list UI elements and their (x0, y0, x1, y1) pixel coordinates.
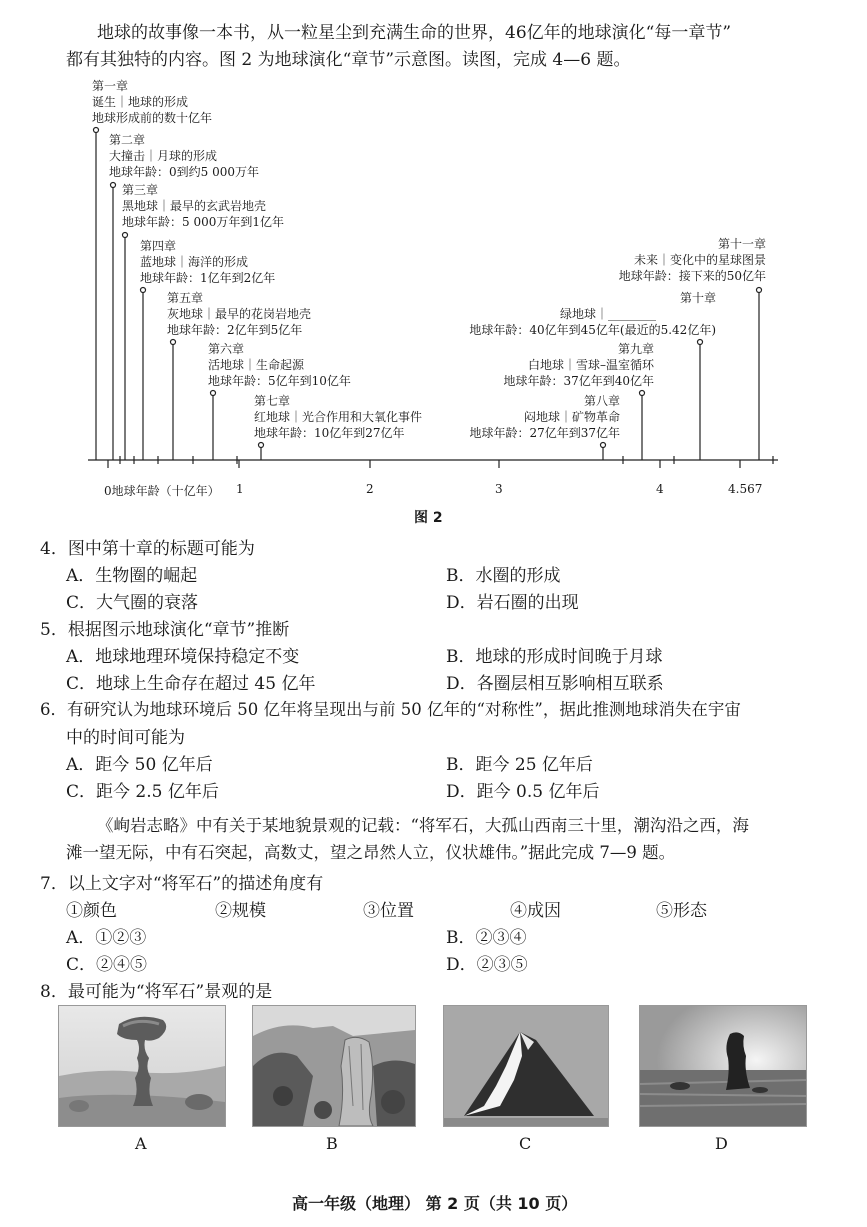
photo-d-sea-stack (639, 1005, 807, 1127)
chapter-name: 蓝地球｜海洋的形成 (140, 255, 249, 269)
chapter-title: 第二章 (109, 133, 146, 147)
chapter-name: 白地球｜雪球–温室循环 (527, 358, 654, 372)
q7-item-3: ③位置 (363, 901, 414, 921)
question-5-stem: 5．根据图示地球演化“章节”推断 (40, 620, 290, 640)
axis-label: 0地球年龄（十亿年） (104, 484, 220, 498)
q6-option-d: D．距今 0.5 亿年后 (446, 782, 600, 802)
chapter-3-label (122, 182, 284, 230)
chapter-age: 地球年龄：37亿年到40亿年 (503, 374, 654, 388)
q7-item-5: ⑤形态 (656, 901, 707, 921)
chapter-name: 闷地球｜矿物革命 (523, 410, 620, 424)
chapter-title: 第一章 (92, 79, 129, 93)
question-6-stem: 6．有研究认为地球环境后 50 亿年将呈现出与前 50 亿年的“对称性”，据此推测地球消失在宇宙 (40, 700, 741, 719)
chapter-1-label (92, 78, 212, 126)
q7-item-2: ②规模 (215, 901, 266, 921)
q6-option-a: A．距今 50 亿年后 (66, 755, 213, 775)
chapter-name: 绿地球｜________ (559, 307, 656, 321)
chapter-title: 第三章 (122, 183, 159, 197)
photo-a-mushroom-rock (58, 1005, 226, 1127)
question-6-stem-cont: 中的时间可能为 (66, 728, 185, 748)
chapter-2-label (109, 132, 259, 180)
chapter-age: 地球年龄：2亿年到5亿年 (167, 323, 303, 337)
q5-option-a: A．地球地理环境保持稳定不变 (66, 647, 300, 667)
chapter-name: 灰地球｜最早的花岗岩地壳 (167, 307, 312, 321)
q7-option-b: B．②③④ (446, 928, 527, 948)
chapter-name: 黑地球｜最早的玄武岩地壳 (122, 199, 267, 213)
axis-tick-label: 2 (366, 482, 374, 496)
chapter-title: 第六章 (208, 342, 245, 356)
question-4-stem: 4．图中第十章的标题可能为 (40, 539, 255, 559)
chapter-7-label (254, 393, 422, 441)
chapter-8-label (452, 393, 620, 441)
q5-option-c: C．地球上生命存在超过 45 亿年 (66, 674, 316, 694)
intro-line-1: 地球的故事像一本书，从一粒星尘到充满生命的世界，46亿年的地球演化“每一章节” (97, 23, 732, 43)
chapter-name: 活地球｜生命起源 (208, 358, 305, 372)
q4-option-b: B．水圈的形成 (446, 566, 561, 586)
q7-option-d: D．②③⑤ (446, 955, 528, 975)
chapter-name: 大撞击｜月球的形成 (109, 149, 218, 163)
chapter-age: 地球年龄：接下来的50亿年 (618, 269, 766, 283)
chapter-11-label (580, 236, 766, 284)
chapter-age: 地球年龄：40亿年到45亿年(最近的5.42亿年) (469, 323, 716, 337)
axis-tick-label: 4 (656, 482, 664, 496)
passage2-line-2: 滩一望无际，中有石突起，高数丈，望之昂然人立，仪状雄伟。”据此完成 7—9 题。 (66, 843, 676, 862)
chapter-title: 第四章 (140, 239, 177, 253)
page-footer: 高一年级（地理） 第 2 页（共 10 页） (292, 1194, 578, 1213)
passage2-line-1: 《峋岩志略》中有关于某地貌景观的记载：“将军石，大孤山西南三十里，潮沟沿之西，海 (97, 816, 749, 835)
axis-tick-label: 1 (236, 482, 244, 496)
photo-b-cliff-pillar (252, 1005, 416, 1127)
q7-item-4: ④成因 (510, 901, 561, 921)
q6-option-c: C．距今 2.5 亿年后 (66, 782, 219, 802)
photo-caption-a: A (135, 1134, 147, 1153)
q7-option-a: A．①②③ (66, 928, 147, 948)
chapter-6-label (208, 341, 351, 389)
photo-caption-c: C (519, 1134, 532, 1153)
q4-option-c: C．大气圈的衰落 (66, 593, 199, 613)
chapter-age: 地球年龄：10亿年到27亿年 (254, 426, 405, 440)
chapter-title: 第九章 (617, 342, 654, 356)
chapter-age: 地球年龄：5亿年到10亿年 (208, 374, 351, 388)
chapter-name: 诞生｜地球的形成 (92, 95, 189, 109)
figure-caption: 图 2 (414, 510, 443, 526)
chapter-title: 第八章 (583, 394, 620, 408)
chapter-title: 第十一章 (717, 237, 766, 251)
chapter-age: 地球年龄：0到约5 000万年 (109, 165, 259, 179)
chapter-age: 地球年龄：5 000万年到1亿年 (122, 215, 284, 229)
intro-line-2: 都有其独特的内容。图 2 为地球演化“章节”示意图。读图，完成 4—6 题。 (66, 50, 631, 70)
photo-caption-d: D (715, 1134, 728, 1153)
chapter-age: 地球年龄：1亿年到2亿年 (140, 271, 276, 285)
chapter-title: 第十章 (679, 291, 716, 305)
photo-c-snow-peak (443, 1005, 609, 1127)
q6-option-b: B．距今 25 亿年后 (446, 755, 593, 775)
q5-option-d: D．各圈层相互影响相互联系 (446, 674, 664, 694)
q5-option-b: B．地球的形成时间晚于月球 (446, 647, 663, 667)
axis-tick-label: 4.567 (728, 482, 763, 496)
q4-option-a: A．生物圈的崛起 (66, 566, 198, 586)
chapter-4-label (140, 238, 275, 286)
chapter-title: 第五章 (167, 291, 204, 305)
q7-item-1: ①颜色 (66, 901, 117, 921)
photo-caption-b: B (326, 1134, 338, 1153)
chapter-name: 未来｜变化中的星球图景 (633, 253, 766, 267)
chapter-age: 地球年龄：27亿年到37亿年 (469, 426, 620, 440)
question-7-stem: 7．以上文字对“将军石”的描述角度有 (40, 874, 324, 894)
question-8-stem: 8．最可能为“将军石”景观的是 (40, 982, 273, 1002)
chapter-age: 地球形成前的数十亿年 (92, 111, 213, 125)
chapter-name: 红地球｜光合作用和大氧化事件 (254, 410, 423, 424)
q7-option-c: C．②④⑤ (66, 955, 148, 975)
chapter-10-label (440, 290, 716, 338)
axis-tick-label: 3 (495, 482, 503, 496)
chapter-5-label (167, 290, 311, 338)
chapter-9-label (484, 341, 654, 389)
chapter-title: 第七章 (254, 394, 291, 408)
q4-option-d: D．岩石圈的出现 (446, 593, 579, 613)
